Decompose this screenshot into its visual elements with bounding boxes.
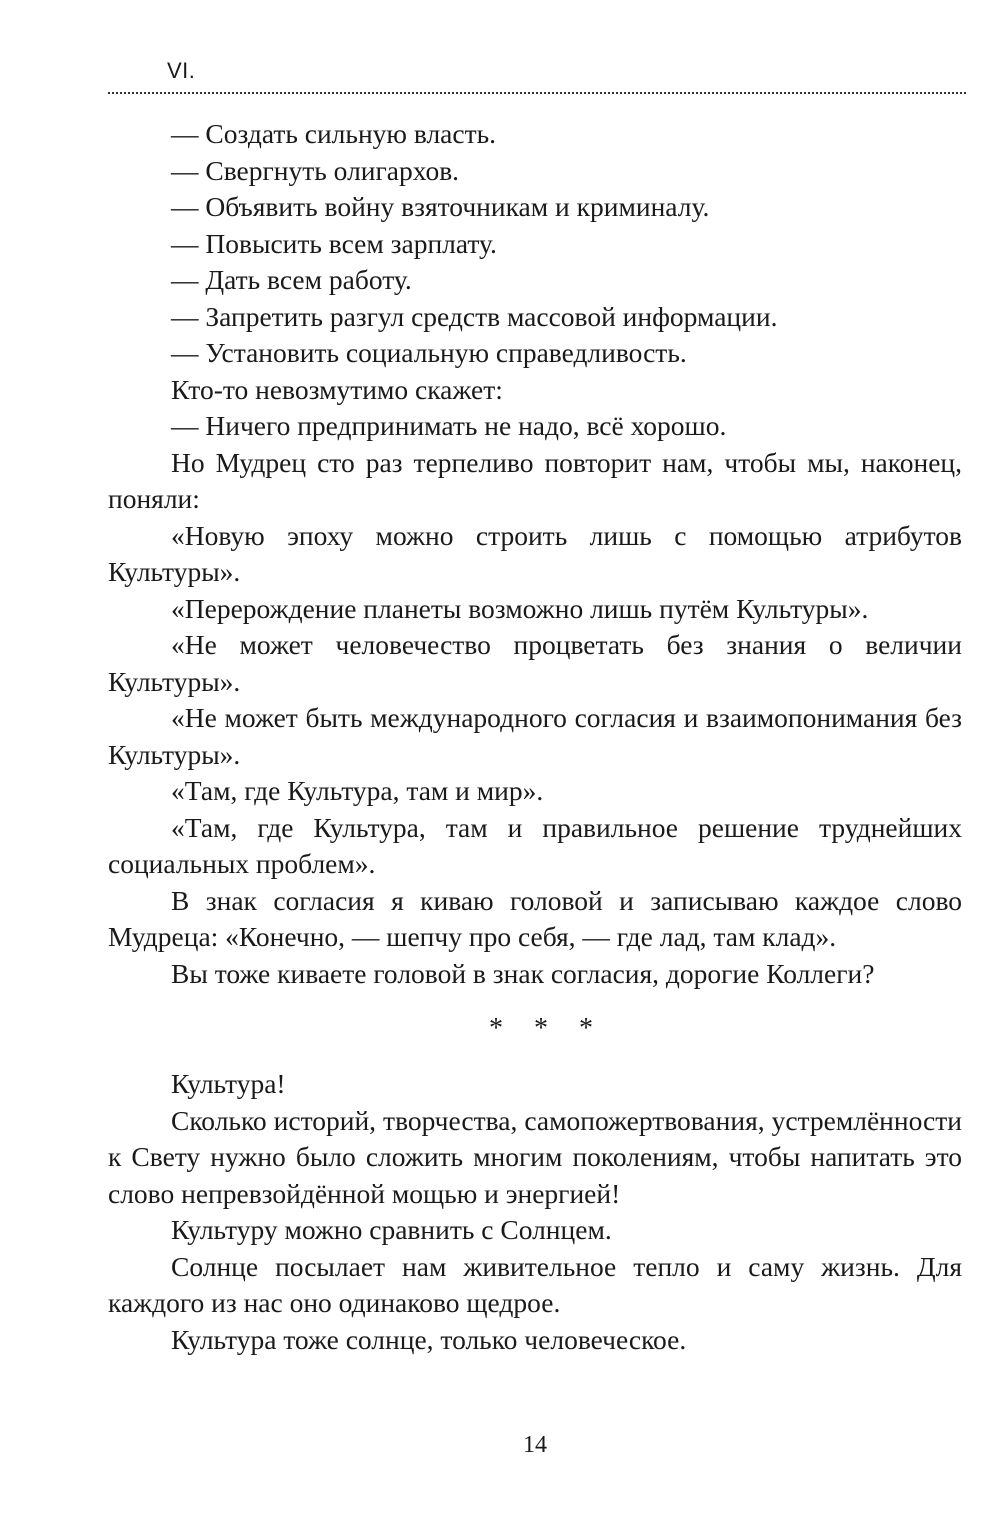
paragraph: — Установить социальную справедливость. — [171, 337, 687, 368]
dotted-header-rule — [108, 92, 966, 94]
body-text — [108, 116, 962, 1358]
paragraph: — Создать сильную власть. — [171, 118, 497, 149]
paragraph: — Запретить разгул средств массовой информации. — [171, 300, 778, 332]
paragraph: Но Мудрец сто раз терпеливо повторит нам, чтобы мы, наконец, поняли: — [108, 446, 962, 514]
paragraph: «Там, где Культура, там и правильное решение труднейших социальных проблем». — [108, 811, 962, 879]
paragraph: Солнце посылает нам живительное тепло и саму жизнь. Для каждого из нас оно одинаково щедрое. — [108, 1250, 962, 1318]
paragraph: «Не может человечество процветать без знания о величии Культуры». — [108, 629, 962, 697]
paragraph: «Новую эпоху можно строить лишь с помощью атрибутов Культуры». — [108, 519, 962, 587]
paragraph: Сколько историй, творчества, самопожертвования, устремлённости к Свету нужно было сложить многим поколениям, чтобы напитать это слово непревзойдённой мощью и энергией! — [108, 1104, 962, 1209]
paragraph: «Не может быть международного согласия и взаимопонимания без Культуры». — [108, 702, 962, 770]
paragraph: Культура! — [171, 1068, 286, 1099]
paragraph: «Там, где Культура, там и мир». — [171, 775, 544, 806]
paragraph: Кто-то невозмутимо скажет: — [171, 373, 503, 405]
paragraph: — Повысить всем зарплату. — [171, 227, 497, 259]
paragraph: — Дать всем работу. — [171, 264, 412, 295]
paragraph: — Ничего предпринимать не надо, всё хорошо. — [171, 410, 727, 441]
running-head: VI. — [167, 58, 196, 83]
paragraph: Вы тоже киваете головой в знак согласия, дорогие Коллеги? — [171, 957, 875, 989]
paragraph: — Свергнуть олигархов. — [171, 154, 460, 186]
page-number: 14 — [523, 1432, 547, 1458]
paragraph: Культура тоже солнце, только человеческое. — [171, 1323, 687, 1355]
paragraph: «Перерождение планеты возможно лишь путём Культуры». — [171, 592, 869, 624]
paragraph: — Объявить войну взяточникам и криминалу. — [171, 191, 710, 222]
paragraph: Культуру можно сравнить с Солнцем. — [171, 1214, 612, 1245]
paragraph: В знак согласия я киваю головой и записываю каждое слово Мудреца: «Конечно, — шепчу про себя, — где лад, там клад». — [108, 884, 962, 952]
section-separator: * * * — [489, 1013, 605, 1044]
